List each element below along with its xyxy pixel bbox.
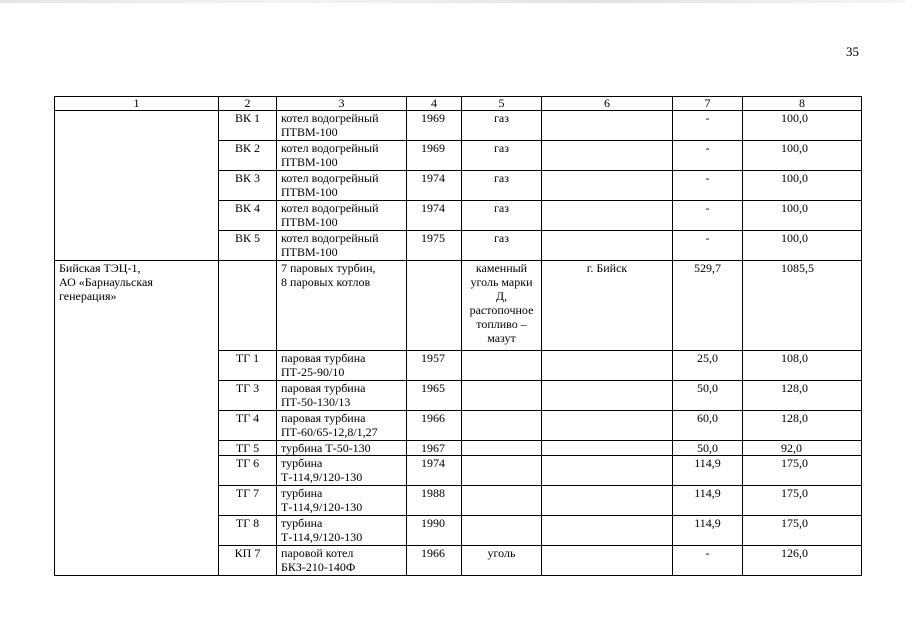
description-line: ПТВМ-100 — [281, 125, 338, 139]
description-cell — [277, 141, 407, 171]
location-cell: г. Бийск — [542, 261, 673, 351]
value-cell: 175,0 — [743, 516, 862, 546]
description-line: ПТ-50-130/13 — [281, 395, 351, 409]
header-cell-1: 1 — [55, 97, 219, 111]
description-cell — [277, 171, 407, 201]
unit-code-cell: ВК 4 — [219, 201, 277, 231]
unit-code-cell: ТГ 8 — [219, 516, 277, 546]
year-cell: 1974 — [407, 456, 462, 486]
description-line: турбина — [281, 456, 323, 470]
value-cell: 100,0 — [743, 141, 862, 171]
value-cell: 92,0 — [743, 441, 862, 456]
header-cell-6: 6 — [542, 97, 673, 111]
year-cell: 1974 — [407, 171, 462, 201]
location-cell — [542, 141, 673, 171]
unit-code-cell: ТГ 5 — [219, 441, 277, 456]
description-line: БКЗ-210-140Ф — [281, 560, 356, 574]
year-cell: 1966 — [407, 411, 462, 441]
header-cell-8: 8 — [743, 97, 862, 111]
fuel-cell — [462, 516, 542, 546]
description-line: паровая турбина — [281, 411, 366, 425]
fuel-line: топливо – — [476, 317, 527, 331]
year-cell: 1967 — [407, 441, 462, 456]
description-line: турбина — [281, 486, 323, 500]
unit-code-cell: ВК 5 — [219, 231, 277, 261]
location-cell — [542, 516, 673, 546]
location-cell — [542, 456, 673, 486]
fuel-line: растопочное — [469, 303, 534, 317]
description-line: Т-114,9/120-130 — [281, 500, 363, 514]
year-cell: 1975 — [407, 231, 462, 261]
description-line: ПТВМ-100 — [281, 185, 338, 199]
description-line: ПТВМ-100 — [281, 245, 338, 259]
description-cell — [277, 381, 407, 411]
description-cell — [277, 111, 407, 141]
location-cell — [542, 441, 673, 456]
description-line: котел водогрейный — [281, 141, 379, 155]
description-line: ПТВМ-100 — [281, 155, 338, 169]
year-cell: 1969 — [407, 111, 462, 141]
fuel-cell — [462, 441, 542, 456]
unit-code-cell: ТГ 6 — [219, 456, 277, 486]
location-cell — [542, 546, 673, 576]
unit-code-cell: ТГ 1 — [219, 351, 277, 381]
year-cell: 1974 — [407, 201, 462, 231]
equipment-table — [54, 96, 862, 576]
capacity-cell: 114,9 — [673, 486, 743, 516]
fuel-line: уголь марки — [470, 275, 533, 289]
header-cell-3: 3 — [277, 97, 407, 111]
table-row — [55, 111, 862, 141]
fuel-line: каменный — [475, 261, 528, 275]
description-cell — [277, 546, 407, 576]
plant-name-cell — [55, 261, 219, 576]
value-cell: 128,0 — [743, 381, 862, 411]
year-cell: 1990 — [407, 516, 462, 546]
header-cell-7: 7 — [673, 97, 743, 111]
fuel-cell: газ — [462, 141, 542, 171]
capacity-cell: - — [673, 171, 743, 201]
header-cell-2: 2 — [219, 97, 277, 111]
fuel-cell: газ — [462, 231, 542, 261]
top-scan-edge — [0, 0, 905, 3]
description-cell — [277, 231, 407, 261]
fuel-cell — [462, 261, 542, 351]
description-cell — [277, 441, 407, 456]
description-cell — [277, 201, 407, 231]
unit-code-cell: ТГ 3 — [219, 381, 277, 411]
description-cell — [277, 261, 407, 351]
fuel-cell: газ — [462, 111, 542, 141]
description-line: ПТ-60/65-12,8/1,27 — [281, 425, 378, 439]
location-cell — [542, 111, 673, 141]
capacity-cell: - — [673, 546, 743, 576]
unit-code-cell: ТГ 7 — [219, 486, 277, 516]
value-cell: 126,0 — [743, 546, 862, 576]
unit-code-cell: ВК 1 — [219, 111, 277, 141]
unit-code-cell — [219, 261, 277, 351]
description-line: Т-114,9/120-130 — [281, 530, 363, 544]
description-cell — [277, 486, 407, 516]
group-cell-boilers — [55, 111, 219, 261]
description-line: Т-114,9/120-130 — [281, 470, 363, 484]
capacity-cell: 25,0 — [673, 351, 743, 381]
year-cell: 1969 — [407, 141, 462, 171]
fuel-cell — [462, 381, 542, 411]
value-cell: 175,0 — [743, 456, 862, 486]
location-cell — [542, 486, 673, 516]
year-cell: 1988 — [407, 486, 462, 516]
description-line: ПТВМ-100 — [281, 215, 338, 229]
fuel-cell: газ — [462, 201, 542, 231]
fuel-line: мазут — [487, 331, 516, 345]
capacity-cell: 50,0 — [673, 441, 743, 456]
description-line: котел водогрейный — [281, 111, 379, 125]
fuel-cell — [462, 486, 542, 516]
unit-code-cell: ВК 2 — [219, 141, 277, 171]
capacity-cell: 114,9 — [673, 516, 743, 546]
location-cell — [542, 411, 673, 441]
year-cell: 1957 — [407, 351, 462, 381]
capacity-cell: - — [673, 201, 743, 231]
description-line: котел водогрейный — [281, 231, 379, 245]
description-cell — [277, 411, 407, 441]
description-line: турбина Т-50-130 — [281, 441, 371, 455]
unit-code-cell: ТГ 4 — [219, 411, 277, 441]
value-cell: 175,0 — [743, 486, 862, 516]
year-cell: 1966 — [407, 546, 462, 576]
location-cell — [542, 201, 673, 231]
value-cell: 108,0 — [743, 351, 862, 381]
capacity-cell: 529,7 — [673, 261, 743, 351]
description-cell — [277, 516, 407, 546]
fuel-cell — [462, 351, 542, 381]
description-line: паровая турбина — [281, 351, 366, 365]
description-line: ПТ-25-90/10 — [281, 365, 345, 379]
description-line: паровой котел — [281, 546, 354, 560]
capacity-cell: 50,0 — [673, 381, 743, 411]
fuel-cell — [462, 456, 542, 486]
location-cell — [542, 381, 673, 411]
fuel-line: Д, — [495, 289, 508, 303]
year-cell — [407, 261, 462, 351]
fuel-cell: уголь — [462, 546, 542, 576]
description-line: турбина — [281, 516, 323, 530]
plant-row — [55, 261, 862, 351]
description-line: паровая турбина — [281, 381, 366, 395]
description-cell — [277, 456, 407, 486]
page-number: 35 — [846, 44, 859, 59]
description-line: котел водогрейный — [281, 201, 379, 215]
header-row — [55, 97, 862, 111]
header-cell-5: 5 — [462, 97, 542, 111]
location-cell — [542, 351, 673, 381]
description-line: 7 паровых турбин, — [281, 261, 376, 275]
plant-name-line: АО «Барнаульская — [59, 275, 153, 289]
value-cell: 1085,5 — [743, 261, 862, 351]
header-cell-4: 4 — [407, 97, 462, 111]
unit-code-cell: ВК 3 — [219, 171, 277, 201]
value-cell: 100,0 — [743, 231, 862, 261]
capacity-cell: - — [673, 231, 743, 261]
description-cell — [277, 351, 407, 381]
plant-name-line: генерация» — [59, 289, 117, 303]
year-cell: 1965 — [407, 381, 462, 411]
description-line: 8 паровых котлов — [281, 275, 371, 289]
value-cell: 100,0 — [743, 111, 862, 141]
value-cell: 128,0 — [743, 411, 862, 441]
capacity-cell: 60,0 — [673, 411, 743, 441]
fuel-cell — [462, 411, 542, 441]
capacity-cell: - — [673, 141, 743, 171]
location-cell — [542, 231, 673, 261]
capacity-cell: 114,9 — [673, 456, 743, 486]
location-cell — [542, 171, 673, 201]
fuel-cell: газ — [462, 171, 542, 201]
unit-code-cell: КП 7 — [219, 546, 277, 576]
value-cell: 100,0 — [743, 201, 862, 231]
value-cell: 100,0 — [743, 171, 862, 201]
capacity-cell: - — [673, 111, 743, 141]
description-line: котел водогрейный — [281, 171, 379, 185]
plant-name-line: Бийская ТЭЦ-1, — [59, 261, 141, 275]
